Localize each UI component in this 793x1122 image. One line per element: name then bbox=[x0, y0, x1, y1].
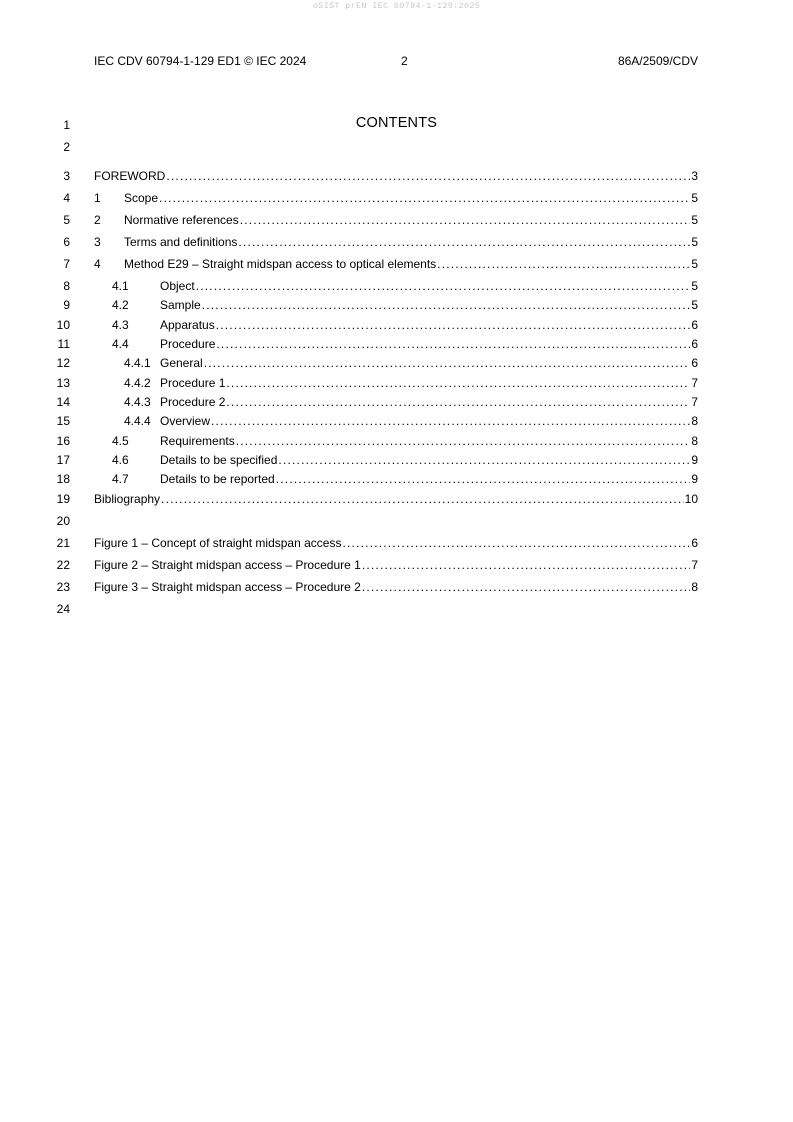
toc-number: 4.4.3 bbox=[124, 395, 151, 409]
toc-entry-foreword[interactable] bbox=[94, 169, 698, 183]
toc-page: 7 bbox=[691, 395, 698, 409]
toc-entry-method-e29[interactable] bbox=[94, 257, 698, 271]
page-title: CONTENTS bbox=[355, 115, 438, 131]
line-number: 13 bbox=[56, 376, 70, 390]
leader-dots bbox=[204, 356, 691, 370]
toc-entry-bibliography[interactable] bbox=[94, 492, 698, 506]
toc-page: 6 bbox=[691, 318, 698, 332]
line-number: 17 bbox=[56, 453, 70, 467]
leader-dots bbox=[362, 580, 691, 594]
figure-entry-2[interactable] bbox=[94, 558, 698, 572]
toc-label: Normative references bbox=[124, 213, 239, 227]
toc-label: FOREWORD bbox=[94, 169, 166, 183]
toc-page: 10 bbox=[684, 492, 698, 506]
toc-number: 3 bbox=[94, 235, 101, 249]
line-number: 6 bbox=[63, 235, 70, 249]
line-number: 20 bbox=[56, 514, 70, 528]
toc-number: 4.4.2 bbox=[124, 376, 151, 390]
line-number: 16 bbox=[56, 434, 70, 448]
toc-page: 5 bbox=[691, 279, 698, 293]
leader-dots bbox=[161, 492, 684, 506]
toc-number: 2 bbox=[94, 213, 101, 227]
line-number: 5 bbox=[63, 213, 70, 227]
leader-dots bbox=[226, 395, 690, 409]
figure-entry-3[interactable] bbox=[94, 580, 698, 594]
toc-entry-procedure-1[interactable] bbox=[94, 376, 698, 390]
leader-dots bbox=[159, 191, 690, 205]
toc-entry-normative-references[interactable] bbox=[94, 213, 698, 227]
toc-number: 4.7 bbox=[112, 472, 129, 486]
toc-label: Details to be specified bbox=[160, 453, 278, 467]
leader-dots bbox=[211, 414, 690, 428]
toc-entry-procedure[interactable] bbox=[94, 337, 698, 351]
toc-page: 6 bbox=[691, 356, 698, 370]
toc-page: 5 bbox=[691, 191, 698, 205]
toc-entry-general[interactable] bbox=[94, 356, 698, 370]
toc-label: Overview bbox=[160, 414, 211, 428]
toc-entry-requirements[interactable] bbox=[94, 434, 698, 448]
line-number: 14 bbox=[56, 395, 70, 409]
line-number: 24 bbox=[56, 602, 70, 616]
toc-entry-sample[interactable] bbox=[94, 298, 698, 312]
toc-number: 4.6 bbox=[112, 453, 129, 467]
figure-page: 6 bbox=[691, 536, 698, 550]
toc-label: Procedure 1 bbox=[160, 376, 226, 390]
leader-dots bbox=[216, 318, 691, 332]
figure-label: Figure 3 – Straight midspan access – Procedure 2 bbox=[94, 580, 361, 594]
toc-number: 4.4.4 bbox=[124, 414, 151, 428]
leader-dots bbox=[362, 558, 691, 572]
toc-page: 6 bbox=[691, 337, 698, 351]
line-number: 1 bbox=[63, 118, 70, 132]
toc-page: 9 bbox=[691, 453, 698, 467]
line-number: 23 bbox=[56, 580, 70, 594]
leader-dots bbox=[276, 472, 691, 486]
header-reference: 86A/2509/CDV bbox=[617, 54, 698, 68]
toc-label: Procedure bbox=[160, 337, 216, 351]
toc-label: Procedure 2 bbox=[160, 395, 226, 409]
line-number: 9 bbox=[63, 298, 70, 312]
toc-entry-procedure-2[interactable] bbox=[94, 395, 698, 409]
toc-number: 1 bbox=[94, 191, 101, 205]
line-number: 19 bbox=[56, 492, 70, 506]
toc-entry-terms[interactable] bbox=[94, 235, 698, 249]
toc-number: 4.1 bbox=[112, 279, 129, 293]
leader-dots bbox=[238, 235, 690, 249]
header-page-number: 2 bbox=[401, 54, 408, 68]
figure-label: Figure 2 – Straight midspan access – Procedure 1 bbox=[94, 558, 361, 572]
figure-entry-1[interactable] bbox=[94, 536, 698, 550]
leader-dots bbox=[166, 169, 690, 183]
leader-dots bbox=[226, 376, 690, 390]
toc-label: Sample bbox=[160, 298, 201, 312]
toc-label: Terms and definitions bbox=[124, 235, 238, 249]
toc-label: Bibliography bbox=[94, 492, 161, 506]
leader-dots bbox=[236, 434, 691, 448]
line-number: 2 bbox=[63, 140, 70, 154]
toc-page: 9 bbox=[691, 472, 698, 486]
toc-label: General bbox=[160, 356, 203, 370]
leader-dots bbox=[342, 536, 690, 550]
line-number: 22 bbox=[56, 558, 70, 572]
toc-page: 8 bbox=[691, 414, 698, 428]
line-number: 21 bbox=[56, 536, 70, 550]
line-number: 12 bbox=[56, 356, 70, 370]
watermark: oSIST prEN IEC 60794-1-129:2025 bbox=[312, 1, 481, 11]
toc-number: 4.2 bbox=[112, 298, 129, 312]
line-number: 8 bbox=[63, 279, 70, 293]
toc-page: 3 bbox=[691, 169, 698, 183]
line-number: 3 bbox=[63, 169, 70, 183]
leader-dots bbox=[216, 337, 690, 351]
toc-number: 4.3 bbox=[112, 318, 129, 332]
toc-label: Apparatus bbox=[160, 318, 215, 332]
line-number: 4 bbox=[63, 191, 70, 205]
toc-page: 5 bbox=[691, 213, 698, 227]
figure-page: 8 bbox=[691, 580, 698, 594]
toc-page: 5 bbox=[691, 235, 698, 249]
leader-dots bbox=[196, 279, 691, 293]
toc-label: Details to be reported bbox=[160, 472, 275, 486]
toc-page: 5 bbox=[691, 257, 698, 271]
toc-label: Method E29 – Straight midspan access to optical elements bbox=[124, 257, 437, 271]
toc-page: 8 bbox=[691, 434, 698, 448]
line-number: 11 bbox=[57, 337, 70, 351]
figure-label: Figure 1 – Concept of straight midspan access bbox=[94, 536, 342, 550]
leader-dots bbox=[240, 213, 691, 227]
figure-page: 7 bbox=[691, 558, 698, 572]
toc-number: 4.4 bbox=[112, 337, 129, 351]
leader-dots bbox=[278, 453, 690, 467]
toc-entry-details-reported[interactable] bbox=[94, 472, 698, 486]
leader-dots bbox=[437, 257, 690, 271]
toc-page: 7 bbox=[691, 376, 698, 390]
toc-label: Scope bbox=[124, 191, 159, 205]
toc-entry-overview[interactable] bbox=[94, 414, 698, 428]
line-number: 18 bbox=[56, 472, 70, 486]
header-document-id: IEC CDV 60794-1-129 ED1 © IEC 2024 bbox=[94, 54, 307, 68]
line-number: 7 bbox=[63, 257, 70, 271]
toc-entry-scope[interactable] bbox=[94, 191, 698, 205]
toc-label: Requirements bbox=[160, 434, 235, 448]
line-number: 10 bbox=[56, 318, 70, 332]
toc-entry-apparatus[interactable] bbox=[94, 318, 698, 332]
leader-dots bbox=[202, 298, 691, 312]
toc-number: 4.4.1 bbox=[124, 356, 151, 370]
toc-entry-object[interactable] bbox=[94, 279, 698, 293]
toc-page: 5 bbox=[691, 298, 698, 312]
toc-entry-details-specified[interactable] bbox=[94, 453, 698, 467]
toc-number: 4.5 bbox=[112, 434, 129, 448]
toc-number: 4 bbox=[94, 257, 101, 271]
line-number: 15 bbox=[56, 414, 70, 428]
toc-label: Object bbox=[160, 279, 195, 293]
